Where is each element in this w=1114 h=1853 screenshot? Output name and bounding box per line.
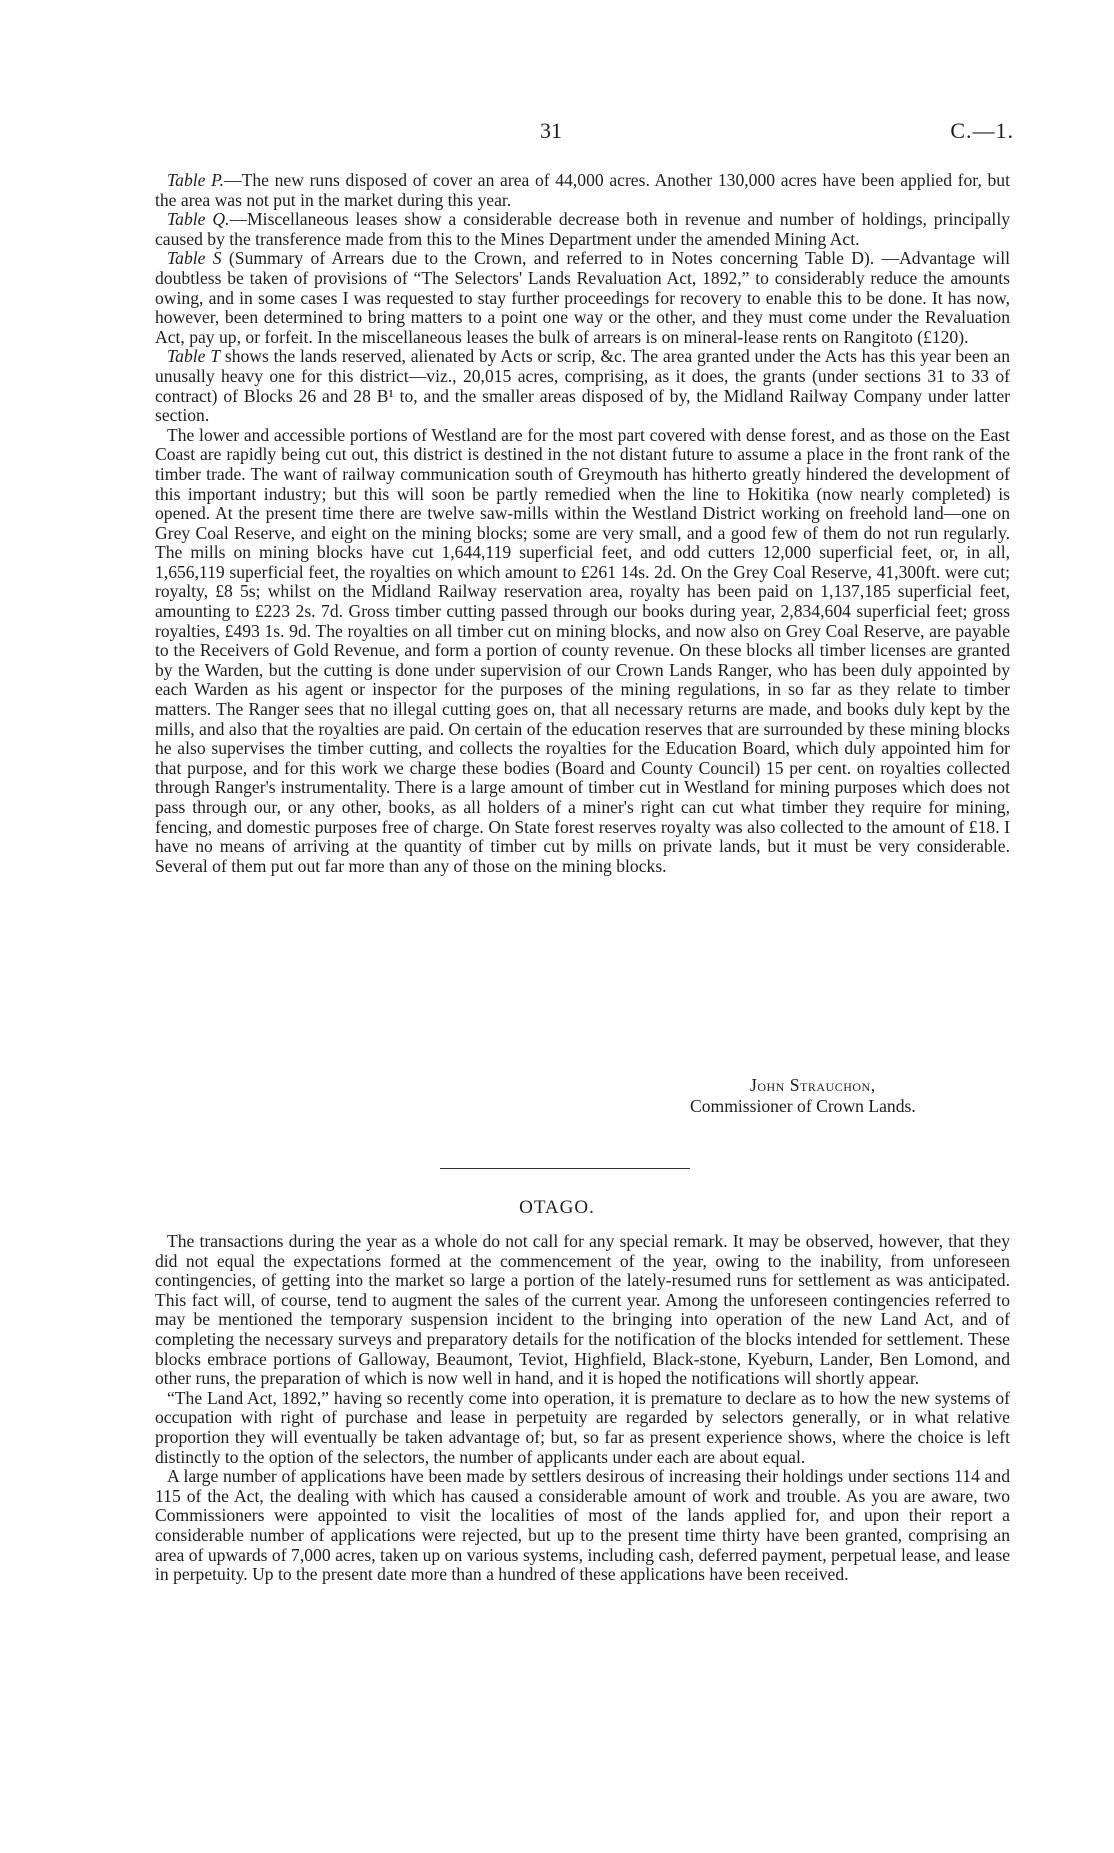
paragraph [155, 426, 1010, 877]
paragraph [155, 171, 1010, 210]
paragraph [155, 249, 1010, 347]
signature-block [690, 1075, 1010, 1117]
page-header [0, 118, 1114, 150]
section-divider [440, 1168, 690, 1169]
paragraph-text: “The Land Act, 1892,” having so recently come into operation, it is premature to declare as to how the new systems of occupation with right of purchase and lease in perpetuity are regarded by selectors generally, or in what relative proportion they will eventually be taken advantage of; but, so far as present experience shows, where the choice is left distinctly to the option of the selectors, the number of applicants under each are about equal. [155, 1387, 1010, 1467]
otago-report-body [155, 1232, 1010, 1585]
westland-report-body [155, 171, 1010, 876]
signatory-title: Commissioner of Crown Lands. [690, 1096, 916, 1116]
paragraph-text: The transactions during the year as a whole do not call for any special remark. It may be observed, however, that they did not equal the expectations formed at the commencement of the year, owing to the inability, from unforeseen contingencies, of getting into the market so large a portion of the lately-resumed runs for settlement as was anticipated. This fact will, of course, tend to augment the sales of the current year. Among the unforeseen contingencies referred to may be mentioned the temporary suspension incident to the bringing into operation of the new Land Act, and of completing the necessary surveys and preparatory details for the notification of the blocks intended for settlement. These blocks embrace portions of Galloway, Beaumont, Teviot, Highfield, Black-stone, Kyeburn, Lander, Ben Lomond, and other runs, the preparation of which is now well in hand, and it is hoped the notifications will shortly appear. [155, 1231, 1010, 1389]
paragraph-text: shows the lands reserved, alienated by Acts or scrip, &c. The area granted under the Acts has this year been an unusally heavy one for this district—viz., 20,015 acres, comprising, as it does, the grants (under sections 31 to 33 of contract) of Blocks 26 and 28 B¹ to, and the smaller areas disposed of by, the Midland Railway Company under latter section. [155, 346, 1010, 426]
paragraph-text: —Miscellaneous leases show a considerable decrease both in revenue and number of holdings, principally caused by the transference made from this to the Mines Department under the amended Mining Act. [155, 209, 1010, 249]
section-heading: OTAGO. [519, 1197, 595, 1218]
paragraph-text: The lower and accessible portions of Westland are for the most part covered with dense forest, and as those on the East Coast are rapidly being cut out, this district is destined in the not distant future to assume a place in the front rank of the timber trade. The want of railway communication south of Greymouth has hitherto greatly hindered the development of this important industry; but this will soon be partly remedied when the line to Hokitika (now nearly completed) is opened. At the present time there are twelve saw-mills within the Westland District working on freehold land—one on Grey Coal Reserve, and eight on the mining blocks; some are very small, and a good few of them do not run regularly. The mills on mining blocks have cut 1,644,119 superficial feet, and odd cutters 12,000 superficial feet, or, in all, 1,656,119 superficial feet, the royalties on which amount to £261 14s. 2d. On the Grey Coal Reserve, 41,300ft. were cut; royalty, £8 5s; whilst on the Midland Railway reservation area, royalty has been paid on 1,137,185 superficial feet, amounting to £223 2s. 7d. Gross timber cutting passed through our books during year, 2,834,604 superficial feet; gross royalties, £493 1s. 9d. The royalties on all timber cut on mining blocks, and now also on Grey Coal Reserve, are payable to the Receivers of Gold Revenue, and form a portion of county revenue. On these blocks all timber licenses are granted by the Warden, but the cutting is done under supervision of our Crown Lands Ranger, who has been duly appointed by each Warden as his agent or inspector for the purposes of the mining regulations, in so far as they relate to timber matters. The Ranger sees that no illegal cutting goes on, that all necessary returns are made, and books duly kept by the mills, and also that the royalties are paid. On certain of the education reserves that are surrounded by these mining blocks he also supervises the timber cutting, and collects the royalties for the Education Board, which duly appointed him for that purpose, and for this work we charge these bodies (Board and County Council) 15 per cent. on royalties collected through Ranger's instrumentality. There is a large amount of timber cut in Westland for mining purposes which does not pass through our, or any other, books, as all holders of a miner's right can cut what timber they require for mining, fencing, and domestic purposes free of charge. On State forest reserves royalty was also collected to the amount of £18. I have no means of arriving at the quantity of timber cut by mills on private lands, but it must be very considerable. Several of them put out far more than any of those on the mining blocks. [155, 424, 1010, 876]
paragraph-lead: Table T [167, 346, 221, 367]
paragraph [155, 210, 1010, 249]
paragraph [155, 1232, 1010, 1389]
signatory-name: John Strauchon, [750, 1075, 876, 1095]
paragraph [155, 347, 1010, 425]
paragraph-lead: Table P. [167, 170, 224, 190]
paragraph-text: A large number of applications have been made by settlers desirous of increasing their holdings under sections 114 and 115 of the Act, the dealing with which has caused a considerable amount of work and trouble. As you are aware, two Commissioners were appointed to visit the localities of most of the lands applied for, and upon their report a considerable number of applications were rejected, but up to the present time thirty have been granted, comprising an area of upwards of 7,000 acres, taken up on various systems, including cash, deferred payment, perpetual lease, and lease in perpetuity. Up to the present date more than a hundred of these applications have been received. [155, 1466, 1010, 1585]
page-number: 31 [540, 118, 562, 143]
series-code: C.—1. [950, 118, 1014, 143]
paragraph-text: —The new runs disposed of cover an area of 44,000 acres. Another 130,000 acres have been applied for, but the area was not put in the market during this year. [155, 170, 1010, 210]
paragraph-lead: Table S [167, 248, 222, 269]
paragraph [155, 1389, 1010, 1467]
paragraph-lead: Table Q. [167, 209, 230, 230]
paragraph [155, 1467, 1010, 1585]
paragraph-text: (Summary of Arrears due to the Crown, and referred to in Notes concerning Table D). —Advantage will doubtless be taken of provisions of “The Selectors' Lands Revaluation Act, 1892,” to considerably reduce the amounts owing, and in some cases I was requested to stay further proceedings for recovery to enable this to be done. It has now, however, been determined to bring matters to a point one way or the other, and they must come under the Revaluation Act, pay up, or forfeit. In the miscellaneous leases the bulk of arrears is on mineral-lease rents on Rangitoto (£120). [155, 248, 1010, 347]
